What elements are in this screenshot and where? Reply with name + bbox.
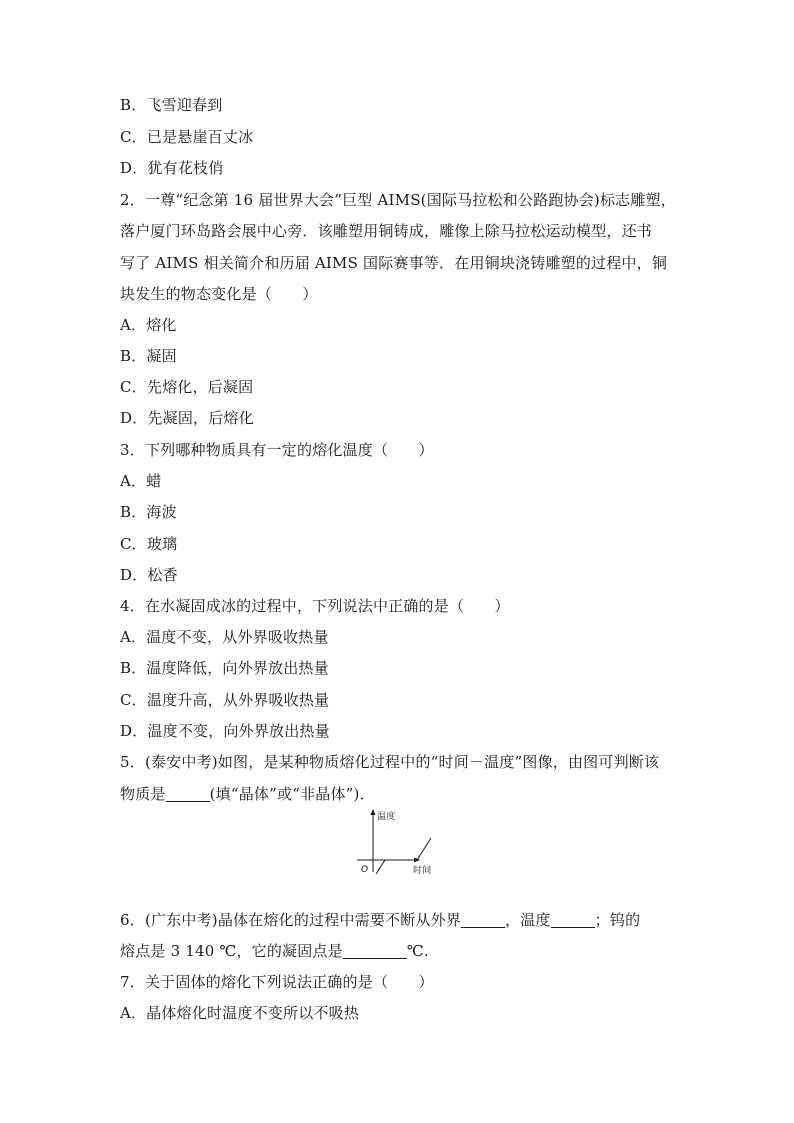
q5-text-before: 物质是 [120,785,166,803]
question-3: 3．下列哪种物质具有一定的熔化温度（ ） [120,441,434,459]
answer-blank-q6-2[interactable] [551,911,595,928]
option-b-q1: B．飞雪迎春到 [120,96,223,114]
question-4: 4．在水凝固成冰的过程中，下列说法中正确的是（ ） [120,597,510,615]
question-5-line-1: 5．(泰安中考)如图，是某种物质熔化过程中的“时间－温度”图像，由图可判断该 [120,753,660,771]
q6-text-c: ；钨的 [594,911,641,929]
question-6-line-2 [120,941,429,961]
option-a-q3: A．蜡 [120,472,162,490]
question-7: 7．关于固体的熔化下列说法正确的是（ ） [120,973,434,991]
y-axis-arrow [371,809,376,815]
question-2-line-1: 2．一尊“纪念第 16 届世界大会”巨型 AIMS(国际马拉松和公路跑协会)标志雕塑， [120,191,676,209]
answer-blank-q5[interactable] [166,785,210,802]
option-d-q1: D．犹有花枝俏 [120,159,224,177]
answer-blank-q6-1[interactable] [461,911,505,928]
question-6-line-1 [120,910,640,930]
question-2-line-2: 落户厦门环岛路会展中心旁．该雕塑用铜铸成，雕像上除马拉松运动模型，还书 [120,222,653,240]
x-axis-label: 时间 [413,866,432,876]
q6-text-b: ，温度 [505,911,551,929]
time-temperature-graph [355,808,445,878]
option-b-q2: B．凝固 [120,347,177,365]
question-5-line-2 [120,784,375,804]
q6-text-a: 6．(广东中考)晶体在熔化的过程中需要不断从外界 [120,911,462,929]
option-c-q4: C．温度升高，从外界吸收热量 [120,691,330,709]
option-c-q3: C．玻璃 [120,535,178,553]
option-c-q2: C．先熔化，后凝固 [120,378,254,396]
answer-blank-q6-3[interactable] [343,942,407,959]
option-b-q4: B．温度降低，向外界放出热量 [120,659,329,677]
q5-text-after: (填“晶体”或“非晶体”)． [209,785,375,803]
option-a-q2: A．熔化 [120,316,177,334]
y-axis-label: 温度 [377,812,396,822]
option-d-q3: D．松香 [120,566,178,584]
q6-text-d: 熔点是 3 140 ℃，它的凝固点是 [120,942,343,960]
q6-text-e: ℃. [406,942,429,960]
question-2-line-4: 块发生的物态变化是（ ） [120,285,318,303]
question-2-line-3: 写了 AIMS 相关简介和历届 AIMS 国际赛事等．在用铜块浇铸雕塑的过程中，铜 [120,254,668,272]
option-a-q4: A．温度不变，从外界吸收热量 [120,628,329,646]
option-d-q2: D．先凝固，后熔化 [120,409,254,427]
option-c-q1: C．已是悬崖百丈冰 [120,128,254,146]
origin-label: O [361,865,369,875]
option-b-q3: B．海波 [120,503,177,521]
option-d-q4: D．温度不变，向外界放出热量 [120,722,330,740]
option-a-q7: A．晶体熔化时温度不变所以不吸热 [120,1004,360,1022]
